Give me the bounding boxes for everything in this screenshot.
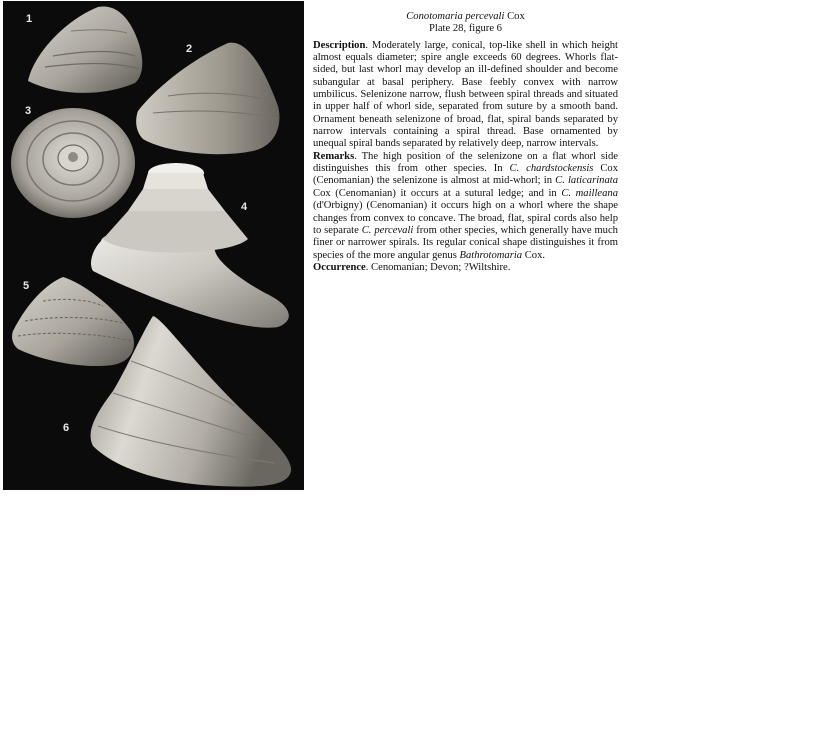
- specimen-2: [136, 43, 279, 155]
- figure-number-4: 4: [241, 201, 248, 213]
- remarks-text-3: Cox (Cenomanian) it occurs at a sutural ledge; and in: [313, 187, 562, 199]
- description-heading: Description: [313, 39, 366, 51]
- plate-photos: [3, 1, 304, 490]
- species-ref-1: C. chardstockensis: [509, 163, 594, 175]
- remarks-paragraph: [313, 151, 618, 262]
- figure-number-5: 5: [23, 280, 30, 292]
- description-text: . Moderately large, conical, top-like shell in which height almost equals diameter; spire angle exceeds 60 degrees. Whorls flat-sided, but last whorl may develop an ill-defined shoulder and become subangular at basal periphery. Base feebly convex with narrow umbilicus. Selenizone narrow, flush between spiral threads and situated in upper half of whorl side, separated from suture by a smooth band. Ornament beneath selenizone of broad, flat, spiral bands separated by narrow intervals containing a spiral thread. Base ornamented by unequal spiral bands separated by relatively deep, narrow intervals.: [313, 39, 618, 150]
- occurrence-text: . Cenomanian; Devon; ?Wiltshire.: [365, 261, 511, 273]
- occurrence-paragraph: [313, 262, 618, 274]
- specimen-3: [11, 108, 135, 218]
- genus-ref: Bathrotomaria: [459, 249, 523, 261]
- species-name: Conotomaria percevali: [406, 11, 505, 22]
- figure-number-3: 3: [25, 105, 32, 117]
- specimen-1: [28, 6, 142, 92]
- figure-number-1: 1: [26, 13, 33, 25]
- title-block: [313, 11, 618, 36]
- occurrence-heading: Occurrence: [313, 261, 366, 273]
- remarks-heading: Remarks: [313, 150, 355, 162]
- species-ref-3: C. mailleana: [561, 187, 618, 199]
- species-text: [313, 11, 618, 274]
- remarks-text-6: Cox.: [522, 249, 546, 261]
- species-ref-4: C. percevali: [361, 224, 414, 236]
- remarks-text-4: (d'Orbigny) (Cenomanian) it occurs high on a whorl where the shape changes from convex to concave. The broad, flat, spiral cords also help to separate: [313, 200, 618, 236]
- remarks-text-2: Cox (Cenomanian) the selenizone is almost at mid-whorl; in: [313, 163, 619, 187]
- figure-number-2: 2: [186, 43, 193, 55]
- species-author: Cox: [507, 11, 525, 22]
- remarks-text-1: . The high position of the selenizone on a flat whorl side distinguishes this from other species. In: [313, 150, 618, 175]
- remarks-text-5: from other species, which generally have much finer or narrower spirals. Its regular conical shape distinguishes it from species of the more angular genus: [313, 224, 618, 261]
- species-title: [313, 11, 618, 23]
- figure-number-6: 6: [63, 422, 70, 434]
- description-paragraph: [313, 40, 618, 151]
- plate-reference: Plate 28, figure 6: [429, 23, 502, 35]
- fossil-plate: [3, 1, 304, 490]
- species-ref-2: C. laticarinata: [555, 175, 618, 187]
- specimen-5: [12, 277, 134, 366]
